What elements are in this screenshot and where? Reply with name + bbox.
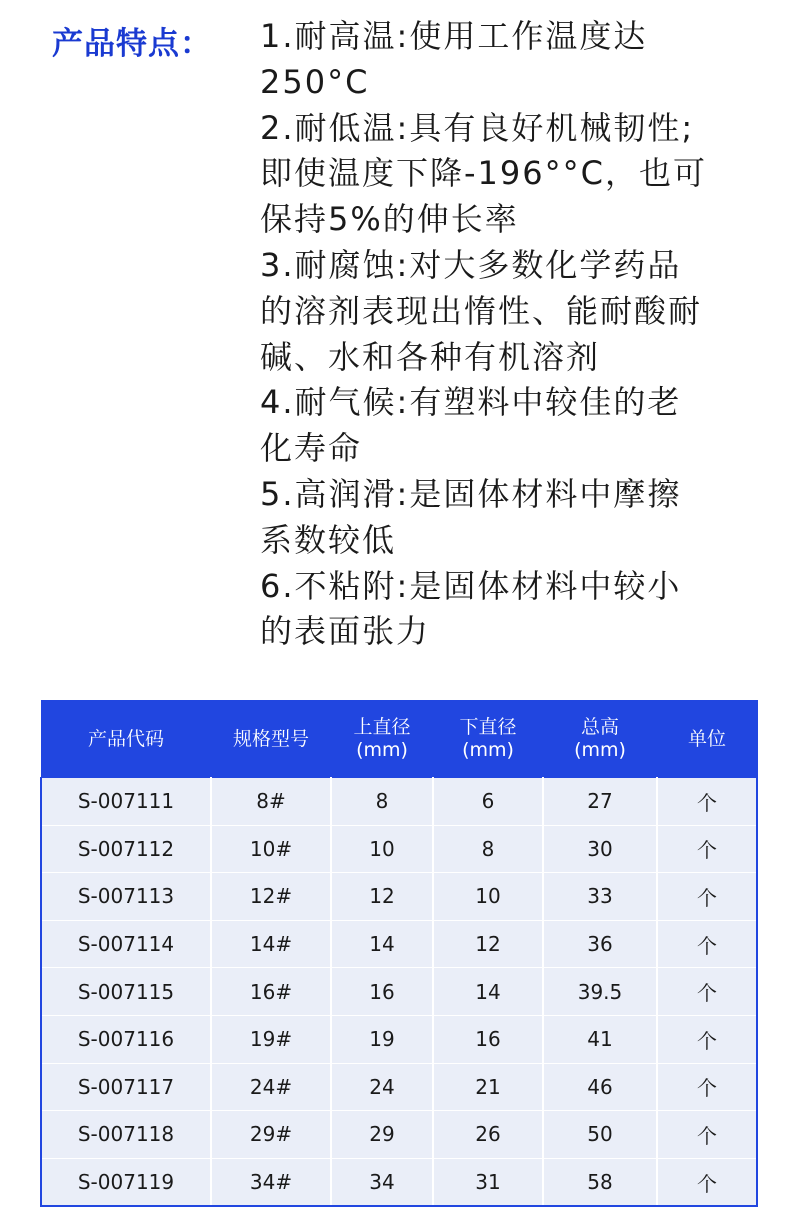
cell-bottom-diameter: 12 bbox=[433, 920, 543, 968]
feature-line: 5.高润滑:是固体材料中摩擦 bbox=[260, 474, 682, 513]
cell-bottom-diameter: 31 bbox=[433, 1158, 543, 1206]
cell-model: 12# bbox=[211, 873, 331, 921]
table-row bbox=[41, 825, 757, 873]
column-header-model: 规格型号 bbox=[211, 701, 331, 778]
cell-total-height: 46 bbox=[543, 1063, 657, 1111]
cell-model: 8# bbox=[211, 778, 331, 826]
table-row bbox=[41, 1111, 757, 1159]
cell-bottom-diameter: 21 bbox=[433, 1063, 543, 1111]
feature-line: 碱、水和各种有机溶剂 bbox=[260, 337, 601, 376]
table-row bbox=[41, 1158, 757, 1206]
table-row bbox=[41, 873, 757, 921]
cell-product-code: S-007118 bbox=[41, 1111, 211, 1159]
cell-top-diameter: 14 bbox=[331, 920, 433, 968]
cell-bottom-diameter: 16 bbox=[433, 1015, 543, 1063]
feature-line: 6.不粘附:是固体材料中较小 bbox=[260, 566, 682, 605]
cell-unit: 个 bbox=[657, 968, 757, 1016]
cell-unit: 个 bbox=[657, 778, 757, 826]
features-heading: 产品特点： bbox=[52, 26, 212, 62]
table-row bbox=[41, 778, 757, 826]
cell-unit: 个 bbox=[657, 825, 757, 873]
cell-total-height: 33 bbox=[543, 873, 657, 921]
cell-model: 29# bbox=[211, 1111, 331, 1159]
feature-line: 3.耐腐蚀:对大多数化学药品 bbox=[260, 245, 682, 284]
features-list bbox=[260, 14, 760, 655]
cell-bottom-diameter: 10 bbox=[433, 873, 543, 921]
feature-line: 2.耐低温:具有良好机械韧性; bbox=[260, 108, 695, 147]
cell-total-height: 50 bbox=[543, 1111, 657, 1159]
feature-line: 化寿命 bbox=[260, 429, 363, 468]
cell-top-diameter: 34 bbox=[331, 1158, 433, 1206]
cell-model: 34# bbox=[211, 1158, 331, 1206]
cell-top-diameter: 16 bbox=[331, 968, 433, 1016]
cell-top-diameter: 24 bbox=[331, 1063, 433, 1111]
cell-total-height: 39.5 bbox=[543, 968, 657, 1016]
feature-line: 保持5%的伸长率 bbox=[260, 200, 519, 239]
feature-line: 的表面张力 bbox=[260, 612, 431, 651]
cell-top-diameter: 8 bbox=[331, 778, 433, 826]
feature-line: 系数较低 bbox=[260, 520, 397, 559]
table-row bbox=[41, 1015, 757, 1063]
cell-product-code: S-007114 bbox=[41, 920, 211, 968]
column-header-top-diameter: 上直径 (mm) bbox=[331, 701, 433, 778]
column-header-unit: 单位 bbox=[657, 701, 757, 778]
cell-total-height: 27 bbox=[543, 778, 657, 826]
cell-unit: 个 bbox=[657, 920, 757, 968]
cell-total-height: 30 bbox=[543, 825, 657, 873]
cell-bottom-diameter: 8 bbox=[433, 825, 543, 873]
cell-bottom-diameter: 14 bbox=[433, 968, 543, 1016]
cell-unit: 个 bbox=[657, 1063, 757, 1111]
column-header-bottom-diameter: 下直径 (mm) bbox=[433, 701, 543, 778]
cell-product-code: S-007112 bbox=[41, 825, 211, 873]
cell-unit: 个 bbox=[657, 1015, 757, 1063]
cell-model: 19# bbox=[211, 1015, 331, 1063]
column-header-total-height: 总高 (mm) bbox=[543, 701, 657, 778]
cell-top-diameter: 12 bbox=[331, 873, 433, 921]
cell-total-height: 36 bbox=[543, 920, 657, 968]
cell-product-code: S-007115 bbox=[41, 968, 211, 1016]
column-header-product-code: 产品代码 bbox=[41, 701, 211, 778]
table-row bbox=[41, 920, 757, 968]
cell-model: 14# bbox=[211, 920, 331, 968]
cell-model: 10# bbox=[211, 825, 331, 873]
spec-table bbox=[40, 700, 758, 1207]
cell-product-code: S-007111 bbox=[41, 778, 211, 826]
cell-product-code: S-007116 bbox=[41, 1015, 211, 1063]
cell-top-diameter: 19 bbox=[331, 1015, 433, 1063]
feature-line: 250°C bbox=[260, 62, 370, 101]
cell-product-code: S-007113 bbox=[41, 873, 211, 921]
cell-top-diameter: 10 bbox=[331, 825, 433, 873]
feature-line: 1.耐高温:使用工作温度达 bbox=[260, 17, 648, 55]
cell-product-code: S-007119 bbox=[41, 1158, 211, 1206]
table-header-row bbox=[41, 701, 757, 778]
cell-model: 24# bbox=[211, 1063, 331, 1111]
cell-product-code: S-007117 bbox=[41, 1063, 211, 1111]
cell-top-diameter: 29 bbox=[331, 1111, 433, 1159]
feature-line: 4.耐气候:有塑料中较佳的老 bbox=[260, 383, 682, 422]
cell-bottom-diameter: 6 bbox=[433, 778, 543, 826]
cell-total-height: 41 bbox=[543, 1015, 657, 1063]
table-row bbox=[41, 968, 757, 1016]
feature-line: 的溶剂表现出惰性、能耐酸耐 bbox=[260, 291, 703, 330]
cell-bottom-diameter: 26 bbox=[433, 1111, 543, 1159]
cell-unit: 个 bbox=[657, 1158, 757, 1206]
cell-unit: 个 bbox=[657, 1111, 757, 1159]
cell-model: 16# bbox=[211, 968, 331, 1016]
cell-total-height: 58 bbox=[543, 1158, 657, 1206]
feature-line: 即使温度下降-196°°C，也可 bbox=[260, 154, 707, 193]
cell-unit: 个 bbox=[657, 873, 757, 921]
table-row bbox=[41, 1063, 757, 1111]
